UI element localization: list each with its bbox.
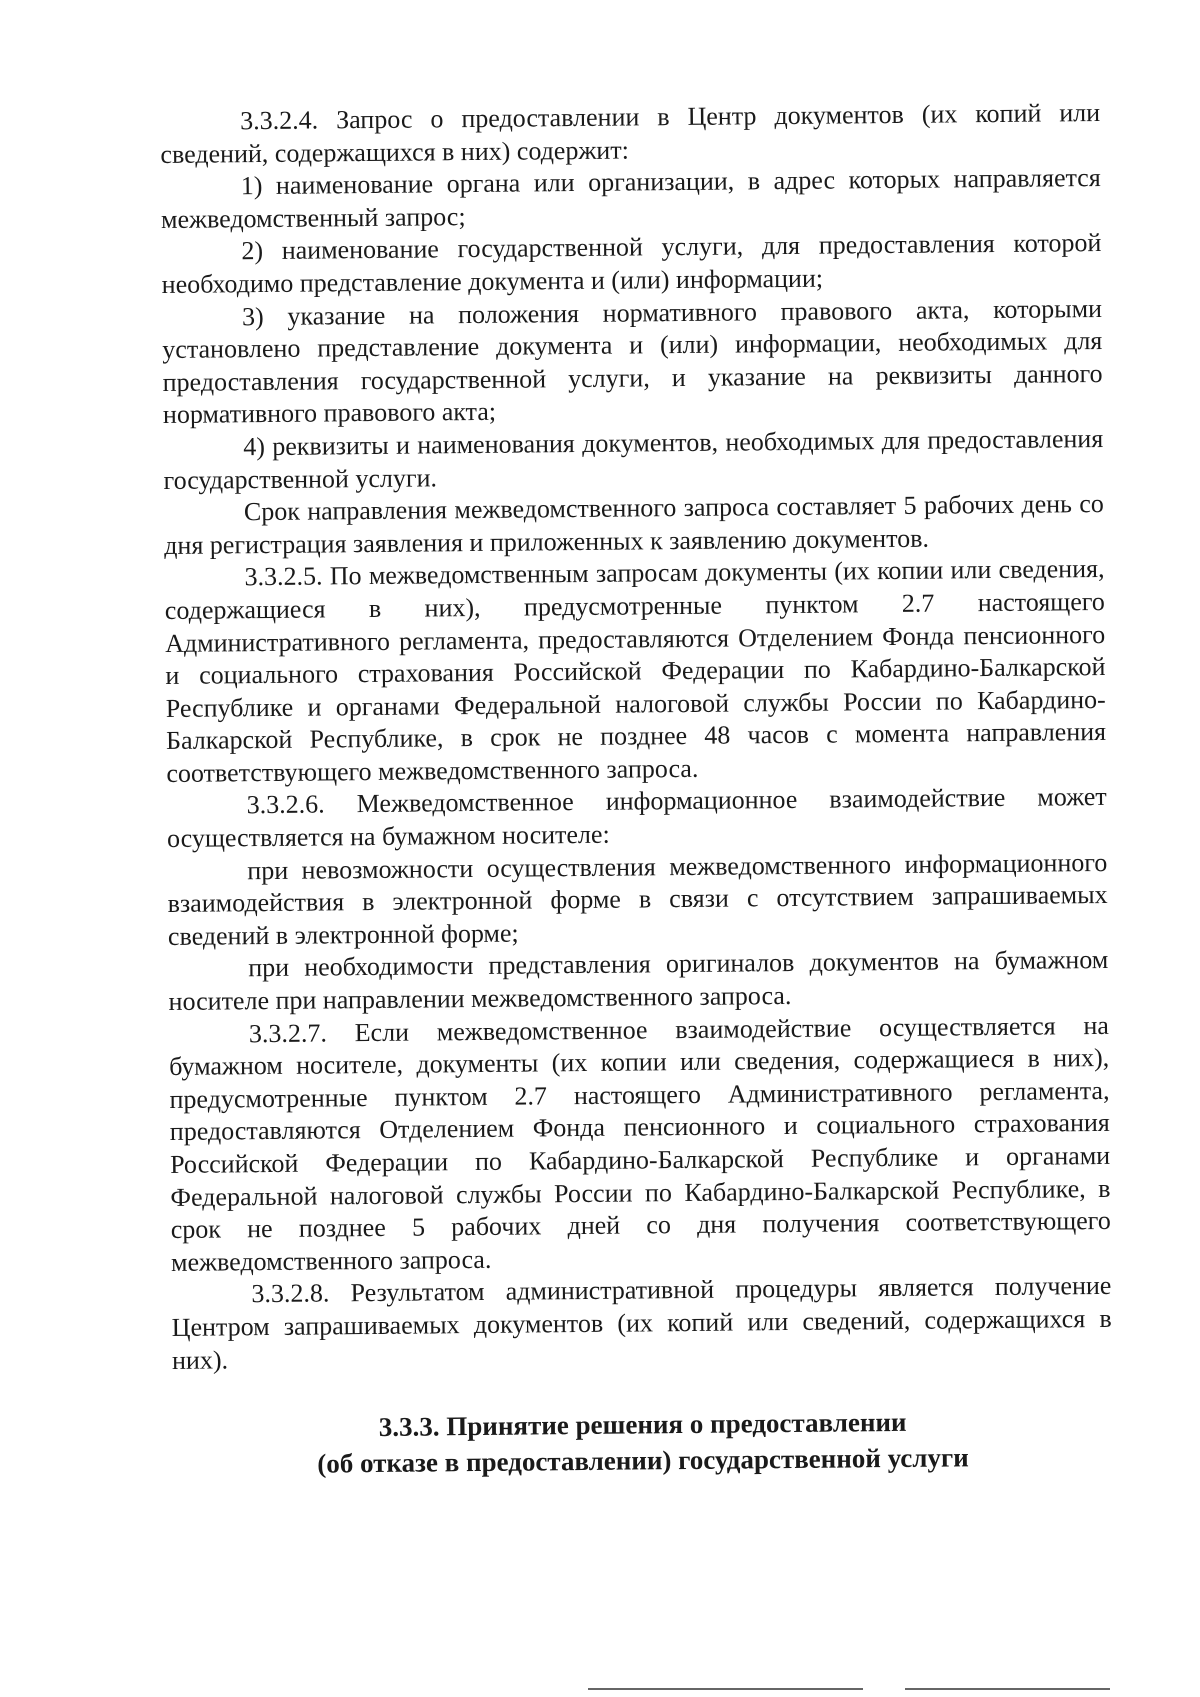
list-item-2: 2) наименование государственной услуги, для предоставления которой необходимо представление документа и (или) информации;	[161, 228, 1102, 299]
paragraph-3-3-2-7: 3.3.2.7. Если межведомственное взаимодействие осуществляется на бумажном носителе, документы (их копии или сведения, содержащиеся в них), предусмотренные пунктом 2.7 настоящего Административного регламента, предоставляются Отделением Фонда пенсионного и социального страхования Российской Федерации по Кабардино-Балкарской Республике и органами Федеральной налоговой службы России по Кабардино-Балкарской Республике, в срок не позднее 5 рабочих дней со дня получения соответствующего межведомственного запроса.	[169, 1010, 1111, 1277]
list-item-3: 3) указание на положения нормативного правового акта, которыми установлено представление документа и (или) информации, необходимых для предоставления государственной услуги, и указание на реквизиты данного нормативного правового акта;	[162, 293, 1103, 430]
section-heading-3-3-3	[173, 1402, 1114, 1483]
paragraph-3-3-2-5: 3.3.2.5. По межведомственным запросам документы (их копии или сведения, содержащиеся в них), предусмотренные пунктом 2.7 настоящего Административного регламента, предоставляются Отделением Фонда пенсионного и социального страхования Российской Федерации по Кабардино-Балкарской Республике и органами Федеральной налоговой службы России по Кабардино-Балкарской Республике, в срок не позднее 48 часов с момента направления соответствующего межведомственного запроса.	[164, 554, 1107, 788]
footer-rule-left	[588, 1688, 863, 1690]
paragraph-impossibility: при невозможности осуществления межведомственного информационного взаимодействия в электронной форме в связи с отсутствием запрашиваемых сведений в электронной форме;	[167, 847, 1108, 951]
section-heading-line-1: 3.3.3. Принятие решения о предоставлении	[378, 1407, 907, 1443]
document-page	[160, 97, 1113, 1483]
paragraph-request-deadline: Срок направления межведомственного запроса составляет 5 рабочих день со дня регистрация заявления и приложенных к заявлению документов.	[164, 489, 1104, 560]
paragraph-3-3-2-6: 3.3.2.6. Межведомственное информационное взаимодействие может осуществляется на бумажном носителе:	[166, 782, 1107, 854]
list-item-1: 1) наименование органа или организации, в адрес которых направляется межведомственный запрос;	[160, 163, 1101, 234]
footer-rule-right	[905, 1688, 1110, 1690]
list-item-4: 4) реквизиты и наименования документов, необходимых для предоставления государственной услуги.	[163, 423, 1104, 495]
section-heading-line-2: (об отказе в предоставлении) государственной услуги	[317, 1442, 969, 1479]
paragraph-3-3-2-4: 3.3.2.4. Запрос о предоставлении в Центр документов (их копий или сведений, содержащихся в них) содержит:	[160, 97, 1101, 169]
paragraph-3-3-2-8: 3.3.2.8. Результатом административной процедуры является получение Центром запрашиваемых документов (их копий или сведений, содержащихся в них).	[171, 1271, 1112, 1375]
paragraph-originals: при необходимости представления оригиналов документов на бумажном носителе при направлении межведомственного запроса.	[168, 945, 1109, 1016]
